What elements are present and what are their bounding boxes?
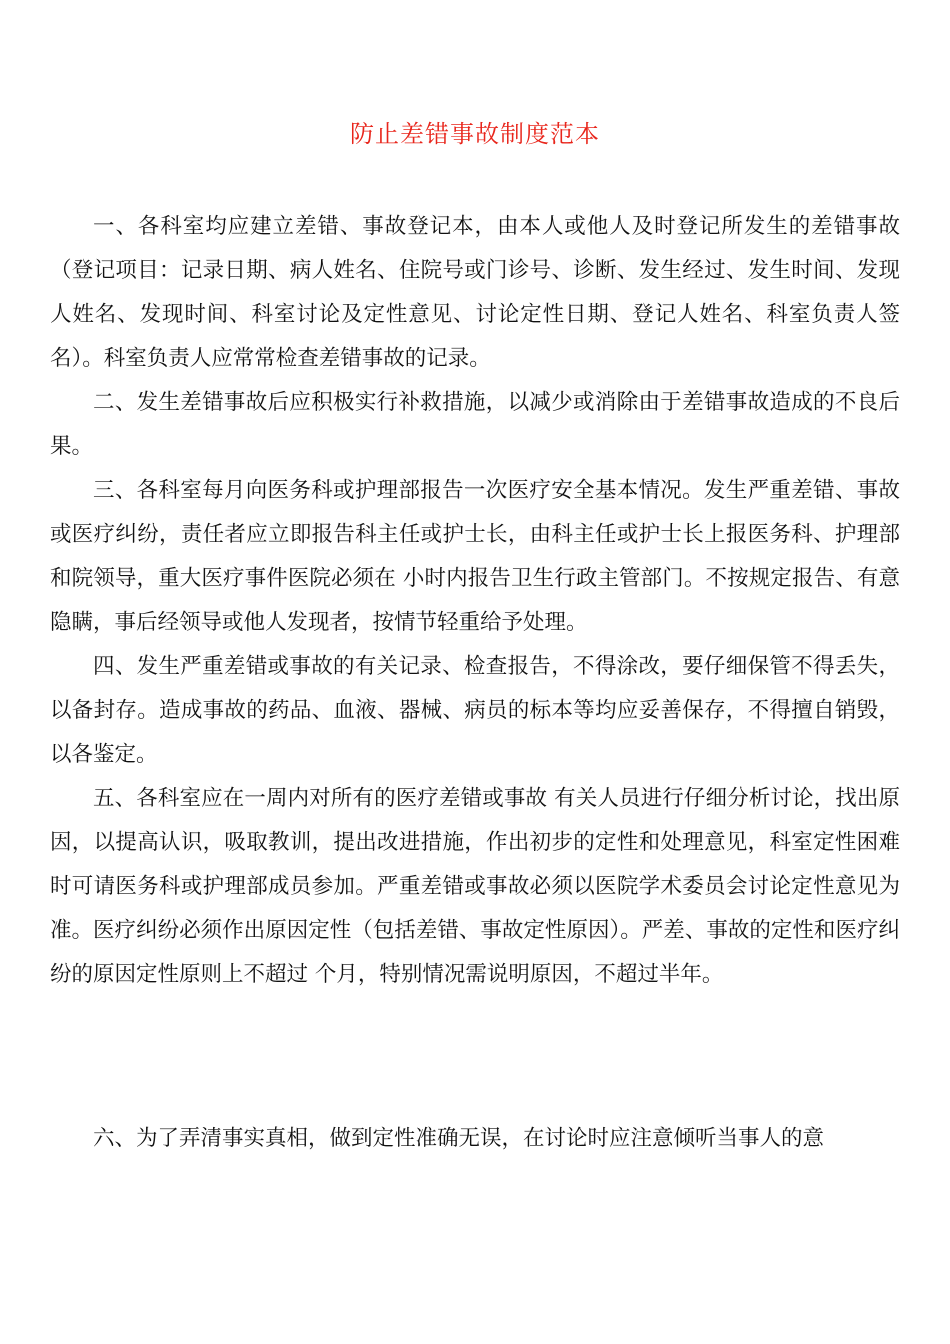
paragraph-5: 五、各科室应在一周内对所有的医疗差错或事故 有关人员进行仔细分析讨论，找出原因，以提高认识，吸取教训，提出改进措施，作出初步的定性和处理意见，科室定性困难时可请医务科或护理部成员参加。严重差错或事故必须以医院学术委员会讨论定性意见为准。医疗纠纷必须作出原因定性（包括差错、事故定性原因）。严差、事故的定性和医疗纠纷的原因定性原则上不超过 个月，特别情况需说明原因，不超过半年。 [50,786,900,987]
paragraph-6: 六、为了弄清事实真相，做到定性准确无误，在讨论时应注意倾听当事人的意 [93,1126,825,1151]
paragraph-4: 四、发生严重差错或事故的有关记录、检查报告，不得涂改，要仔细保管不得丢失，以备封存。造成事故的药品、血液、器械、病员的标本等均应妥善保存，不得擅自销毁，以各鉴定。 [50,654,900,767]
paragraph-3: 三、各科室每月向医务科或护理部报告一次医疗安全基本情况。发生严重差错、事故或医疗纠纷，责任者应立即报告科主任或护士长，由科主任或护士长上报医务科、护理部和院领导，重大医疗事件医院必须在 小时内报告卫生行政主管部门。不按规定报告、有意隐瞒，事后经领导或他人发现者，按情节轻重给予处理。 [50,478,900,635]
document-title: 防止差错事故制度范本 [350,120,600,148]
paragraph-1: 一、各科室均应建立差错、事故登记本，由本人或他人及时登记所发生的差错事故（登记项目：记录日期、病人姓名、住院号或门诊号、诊断、发生经过、发生时间、发现人姓名、发现时间、科室讨论及定性意见、讨论定性日期、登记人姓名、科室负责人签名）。科室负责人应常常检查差错事故的记录。 [50,214,900,371]
document-body [50,205,900,1161]
paragraph-2: 二、发生差错事故后应积极实行补救措施，以减少或消除由于差错事故造成的不良后果。 [50,390,900,459]
page-gap [50,997,900,1117]
